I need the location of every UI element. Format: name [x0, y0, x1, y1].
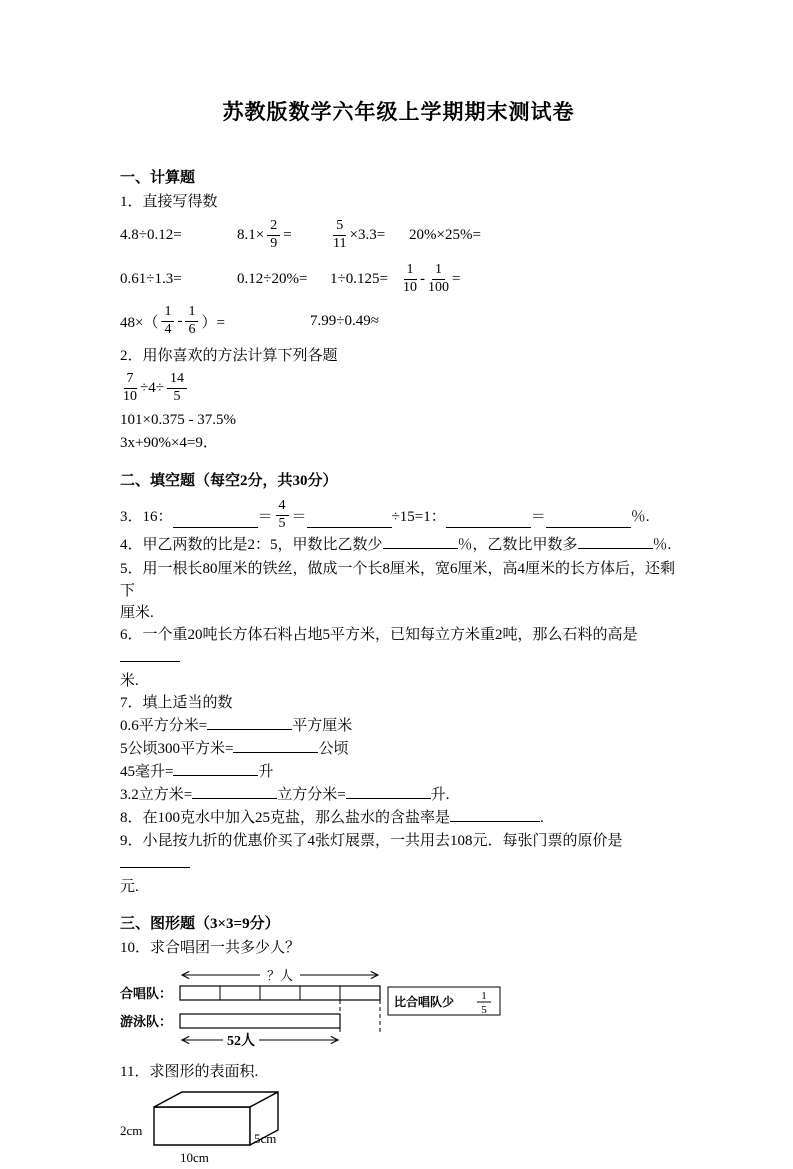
denominator: 6 [188, 321, 196, 337]
question-text: 3．16： [120, 508, 173, 525]
calc-expression [400, 263, 460, 295]
expr-text: 48×（ [120, 314, 159, 331]
answer-blank [446, 513, 531, 528]
denominator: 100 [428, 279, 449, 295]
calc-row-2 [120, 257, 677, 301]
question-text: 平方厘米 [292, 718, 353, 734]
question-text: . [540, 810, 544, 826]
answer-blank [450, 807, 540, 822]
answer-blank [546, 513, 631, 528]
bar-model-diagram [120, 965, 590, 1053]
expr-text: - [420, 270, 425, 287]
note-text: 比合唱队少 [394, 995, 455, 1009]
note-fraction-denominator: 5 [481, 1004, 487, 1016]
question-6-line-1 [120, 624, 677, 670]
question-5-line-1: 5．用一根长80厘米的铁丝，做成一个长8厘米，宽6厘米，高4厘米的长方体后，还剩下 [120, 561, 676, 599]
question-text: 升. [430, 787, 450, 803]
answer-blank [192, 784, 277, 799]
numerator: 2 [267, 219, 280, 236]
question-2-expression-2: 101×0.375 - 37.5% [120, 412, 236, 428]
expr-text: = [452, 270, 461, 287]
question-4 [120, 532, 677, 558]
paper-content [120, 96, 677, 1169]
cuboid-diagram [120, 1089, 340, 1169]
calc-expression [120, 305, 310, 337]
unknown-people-label: ？人 [266, 968, 294, 983]
numerator: 4 [276, 499, 289, 516]
question-text: ％. [652, 537, 672, 553]
question-text: ÷15=1： [391, 508, 446, 525]
denominator: 10 [403, 279, 417, 295]
denominator: 10 [123, 388, 137, 404]
expr-text: = [283, 226, 292, 243]
numerator: 1 [432, 263, 445, 280]
question-text: 45毫升= [120, 764, 174, 780]
answer-blank [307, 513, 392, 528]
fraction [267, 219, 280, 251]
question-text: 立方分米= [277, 787, 346, 803]
expr-text: 8.1× [237, 226, 265, 243]
question-7-item-4 [120, 784, 677, 807]
question-6-line-2: 米. [120, 673, 139, 689]
spacer [120, 455, 677, 469]
question-2-expression-3: 3x+90%×4=9． [120, 435, 218, 451]
section-1-heading: 一、计算题 [120, 170, 196, 186]
question-text: 8．在100克水中加入25克盐，那么盐水的含盐率是 [120, 810, 451, 826]
question-9-line-1 [120, 830, 677, 876]
expr-text: ÷4÷ [140, 379, 164, 396]
question-7-label: 7．填上适当的数 [120, 695, 233, 711]
question-text: 9．小昆按九折的优惠价买了4张灯展票，一共用去108元．每张门票的原价是 [120, 833, 623, 849]
question-1-label: 1．直接写得数 [120, 194, 218, 210]
calc-row-3 [120, 301, 677, 341]
question-text: 公顷 [318, 741, 349, 757]
denominator: 5 [278, 515, 286, 531]
denominator: 4 [164, 321, 172, 337]
question-3 [120, 498, 677, 532]
choir-label: 合唱队： [120, 986, 173, 1001]
fraction [161, 305, 174, 337]
calc-expression: 0.12÷20%= [237, 270, 308, 287]
question-text: ＝ [257, 508, 273, 525]
answer-blank [173, 761, 258, 776]
length-dimension-label: 10cm [180, 1150, 209, 1165]
question-text: ＝ [291, 508, 307, 525]
answer-blank [383, 534, 458, 549]
fraction [428, 263, 449, 295]
numerator: 14 [167, 372, 187, 389]
depth-dimension-label: 5cm [254, 1131, 277, 1146]
answer-blank [173, 513, 258, 528]
expr-text: - [177, 312, 183, 329]
cuboid-front-face [154, 1107, 250, 1145]
section-2-heading: 二、填空题（每空2分，共30分） [120, 473, 338, 489]
calc-expression [330, 219, 409, 251]
section-3-heading: 三、图形题（3×3=9分） [120, 916, 280, 932]
calc-expression: 20%×25%= [409, 226, 481, 243]
question-text: ％，乙数比甲数多 [457, 537, 578, 553]
choir-bar [180, 986, 380, 1000]
note-fraction-numerator: 1 [481, 990, 487, 1002]
question-text: ＝ [530, 508, 546, 525]
question-10-label: 10．求合唱团一共多少人？ [120, 940, 301, 956]
answer-blank [120, 647, 180, 662]
answer-blank [120, 853, 190, 868]
question-text: 5公顷300平方米= [120, 741, 234, 757]
answer-blank [207, 715, 292, 730]
calc-expression: 1÷0.125= [330, 270, 388, 287]
question-text: ％. [630, 508, 650, 525]
question-7-item-2 [120, 738, 677, 761]
numerator: 5 [333, 219, 346, 236]
question-text: 4．甲乙两数的比是2：5，甲数比乙数少 [120, 537, 383, 553]
calc-expression: 4.8÷0.12= [120, 226, 182, 243]
question-text: 升 [258, 764, 274, 780]
paper-title: 苏教版数学六年级上学期期末测试卷 [222, 100, 575, 124]
denominator: 9 [270, 235, 278, 251]
calc-expression: 0.61÷1.3= [120, 270, 182, 287]
spacer [120, 898, 677, 912]
calc-expression: 7.99÷0.49≈ [310, 312, 379, 329]
denominator: 5 [173, 388, 181, 404]
expr-text: ）= [201, 314, 225, 331]
difference-dashed-lines [340, 1000, 380, 1033]
calc-expression [237, 219, 330, 251]
fraction [403, 263, 417, 295]
question-9-line-2: 元. [120, 879, 139, 895]
question-2-expression [120, 367, 677, 409]
choir-bar-ticks [220, 986, 340, 1000]
expr-text: ×3.3= [349, 226, 386, 243]
question-5-line-2: 厘米. [120, 605, 154, 621]
numerator: 1 [161, 305, 174, 322]
fraction [185, 305, 198, 337]
swim-bar [180, 1014, 340, 1028]
fraction [123, 372, 137, 404]
height-dimension-label: 2cm [120, 1123, 143, 1138]
question-11-label: 11．求图形的表面积. [120, 1064, 259, 1080]
answer-blank [346, 784, 431, 799]
question-7-item-3 [120, 761, 677, 784]
answer-blank [233, 738, 318, 753]
question-2-label: 2．用你喜欢的方法计算下列各题 [120, 348, 338, 364]
answer-blank [578, 534, 653, 549]
numerator: 1 [404, 263, 417, 280]
numerator: 7 [124, 372, 137, 389]
fifty-two-people-label: 52人 [227, 1034, 255, 1049]
denominator: 11 [333, 235, 347, 251]
note-fraction [477, 990, 491, 1016]
question-8 [120, 807, 677, 830]
fraction [167, 372, 187, 404]
question-7-item-1 [120, 715, 677, 738]
fraction [333, 219, 346, 251]
numerator: 1 [185, 305, 198, 322]
question-text: 3.2立方米= [120, 787, 193, 803]
question-text: 0.6平方分米= [120, 718, 208, 734]
swim-label: 游泳队： [120, 1014, 173, 1029]
calc-row-1 [120, 213, 677, 257]
fraction [276, 499, 289, 531]
question-text: 6．一个重20吨长方体石料占地5平方米，已知每立方米重2吨，那么石料的高是 [120, 627, 638, 643]
